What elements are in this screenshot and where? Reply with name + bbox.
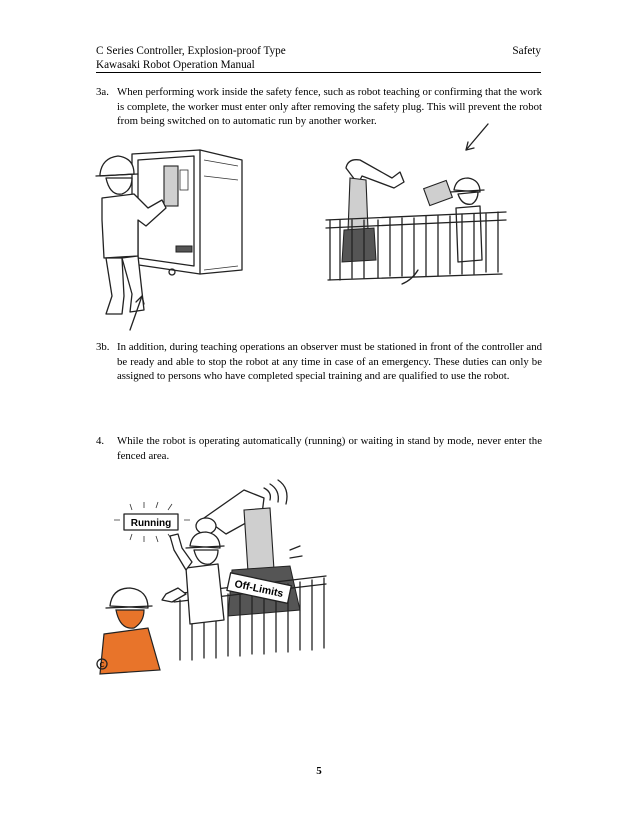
paragraph-text: In addition, during teaching operations an observer must be stationed in front of the controller and be ready and able to stop the robot at any time in case of an emergency. These duties can only be assigned to persons who have completed special training and are qualified to use the robot. [117, 341, 542, 383]
header-title: C Series Controller, Explosion-proof Type [96, 45, 286, 57]
page-header [96, 44, 541, 72]
header-subtitle: Kawasaki Robot Operation Manual [96, 59, 255, 71]
paragraph-4 [96, 434, 542, 463]
paragraph-3b [96, 340, 542, 384]
paragraph-text: While the robot is operating automatically (running) or waiting in stand by mode, never enter the fenced area. [117, 435, 542, 462]
worker-at-controller-figure [92, 146, 252, 346]
page-number: 5 [316, 765, 322, 777]
header-section: Safety [512, 45, 541, 57]
copyright-mark: C [99, 662, 105, 669]
paragraph-number: 4. [96, 435, 105, 447]
running-label: Running [130, 518, 172, 529]
header-rule [96, 72, 541, 73]
paragraph-number: 3a. [96, 86, 109, 98]
robot-fence-figure [322, 120, 512, 290]
off-limits-label: Off-Limits [233, 578, 285, 601]
paragraph-text: When performing work inside the safety fence, such as robot teaching or confirming that the work is complete, the worker must enter only after removing the safety plug. This will prevent the robot from being switched on to automatic run by another worker. [117, 86, 542, 128]
running-robot-figure [94, 470, 334, 690]
paragraph-number: 3b. [96, 341, 110, 353]
